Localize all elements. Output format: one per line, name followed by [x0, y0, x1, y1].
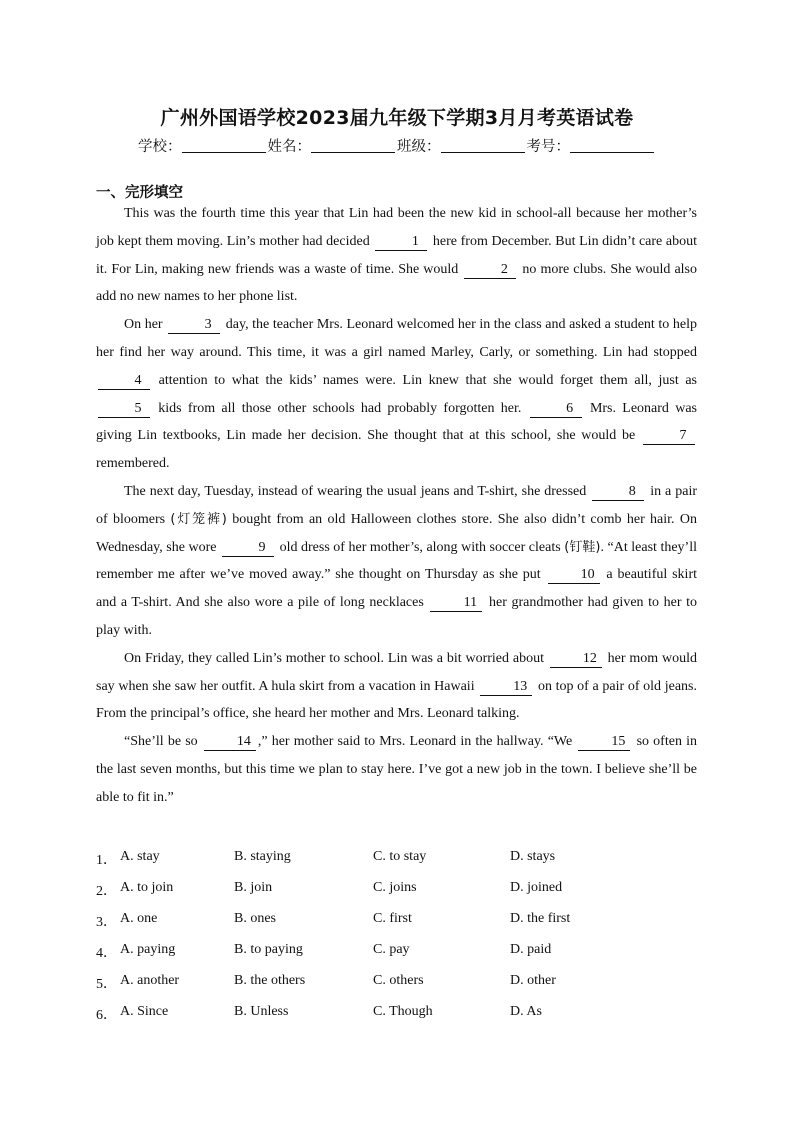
blank-11: 11 — [430, 595, 482, 612]
passage-paragraph-3: The next day, Tuesday, instead of wearing the usual jeans and T-shirt, she dressed 8 in a pair of bloomers (灯笼裤) bought from an old Halloween clothes store. She also didn’t comb her hair. On Wednesday, she wore 9 old dress of her mother’s, along with soccer cleats (钉鞋). “At least they’ll remember me after we’ve moved away.” she thought on Thursday as she put 10 a beautiful skirt and a T-shirt. And she also wore a pile of long necklaces 11 her grandmother had given to her to play with. — [96, 483, 698, 638]
option-d[interactable]: D. stays — [510, 849, 556, 864]
option-d[interactable]: D. other — [510, 973, 556, 988]
question-number: 4． — [96, 946, 117, 961]
option-c[interactable]: C. Though — [373, 1004, 433, 1019]
answer-options — [96, 843, 716, 1029]
question-number: 2． — [96, 884, 117, 899]
class-label: 班级： — [397, 139, 441, 155]
question-number: 3． — [96, 915, 117, 930]
option-a[interactable]: A. another — [120, 973, 180, 988]
question-row-2 — [96, 874, 716, 905]
blank-2: 2 — [464, 262, 516, 279]
option-c[interactable]: C. to stay — [373, 849, 427, 864]
blank-15: 15 — [578, 734, 630, 751]
option-b[interactable]: B. Unless — [234, 1004, 289, 1019]
passage-paragraph-1: This was the fourth time this year that Lin had been the new kid in school-all because her mother’s job kept them moving. Lin’s mother had decided 1 here from December. But Lin didn’t care about it. For Lin, making new friends was a waste of time. She would 2 no more clubs. She would also add no new names to her phone list. — [96, 206, 697, 305]
option-c[interactable]: C. first — [373, 911, 412, 926]
option-a[interactable]: A. to join — [120, 880, 174, 895]
option-c[interactable]: C. joins — [373, 880, 417, 895]
option-b[interactable]: B. to paying — [234, 942, 303, 957]
question-row-6 — [96, 998, 716, 1029]
blank-7: 7 — [643, 428, 695, 445]
number-label: 考号： — [526, 139, 570, 155]
blank-14: 14 — [204, 734, 256, 751]
passage-paragraph-5: “She’ll be so 14 ,” her mother said to Mrs. Leonard in the hallway. “We 15 so often in the last seven months, but this time we plan to stay here. I’ve got a new job in the town. I believe she’ll be able to fit in.” — [96, 734, 697, 805]
question-number: 6． — [96, 1008, 117, 1023]
blank-5: 5 — [98, 401, 150, 418]
question-row-4 — [96, 936, 716, 967]
exam-title: 广州外国语学校2023届九年级下学期3月月考英语试卷 — [160, 107, 634, 129]
option-b[interactable]: B. ones — [234, 911, 276, 926]
passage-paragraph-2: On her 3 day, the teacher Mrs. Leonard welcomed her in the class and asked a student to help her find her way around. This time, it was a girl named Marley, Carly, or something. Lin had stopped 4 attention to what the kids’ names were. Lin knew that she would forget them all, just as 5 kids from all those other schools had probably forgotten her. 6 Mrs. Leonard was giving Lin textbooks, Lin made her decision. She thought that at this school, she would be 7 remembered. — [96, 317, 697, 472]
option-d[interactable]: D. paid — [510, 942, 552, 957]
option-d[interactable]: D. As — [510, 1004, 542, 1019]
blank-3: 3 — [168, 317, 220, 334]
question-row-5 — [96, 967, 716, 998]
option-b[interactable]: B. staying — [234, 849, 291, 864]
chinese-gloss-bloomers: (灯笼裤) — [170, 511, 227, 527]
blank-12: 12 — [550, 651, 602, 668]
school-label: 学校： — [138, 139, 182, 155]
blank-9: 9 — [222, 540, 274, 557]
option-a[interactable]: A. Since — [120, 1004, 169, 1019]
number-blank[interactable] — [570, 138, 654, 153]
option-b[interactable]: B. join — [234, 880, 273, 895]
school-blank[interactable] — [182, 138, 266, 153]
option-b[interactable]: B. the others — [234, 973, 306, 988]
blank-1: 1 — [375, 234, 427, 251]
option-d[interactable]: D. joined — [510, 880, 563, 895]
passage-paragraph-4: On Friday, they called Lin’s mother to school. Lin was a bit worried about 12 her mom would say when she saw her outfit. A hula skirt from a vacation in Hawaii 13 on top of a pair of old jeans. From the principal’s office, she heard her mother and Mrs. Leonard talking. — [96, 650, 697, 722]
cloze-passage — [96, 200, 697, 812]
student-info-line — [0, 135, 794, 156]
option-a[interactable]: A. stay — [120, 849, 160, 864]
name-label: 姓名： — [267, 139, 311, 155]
blank-8: 8 — [592, 484, 644, 501]
blank-13: 13 — [480, 679, 532, 696]
question-number: 1． — [96, 853, 117, 868]
blank-4: 4 — [98, 373, 150, 390]
option-a[interactable]: A. one — [120, 911, 158, 926]
section-title: 一、完形填空 — [96, 185, 183, 201]
option-c[interactable]: C. others — [373, 973, 424, 988]
question-row-1 — [96, 843, 716, 874]
blank-10: 10 — [548, 567, 600, 584]
question-number: 5． — [96, 977, 117, 992]
name-blank[interactable] — [311, 138, 395, 153]
option-c[interactable]: C. pay — [373, 942, 410, 957]
option-d[interactable]: D. the first — [510, 911, 571, 926]
class-blank[interactable] — [441, 138, 525, 153]
question-row-3 — [96, 905, 716, 936]
chinese-gloss-cleats: (钉鞋) — [564, 539, 601, 555]
option-a[interactable]: A. paying — [120, 942, 176, 957]
blank-6: 6 — [530, 401, 582, 418]
